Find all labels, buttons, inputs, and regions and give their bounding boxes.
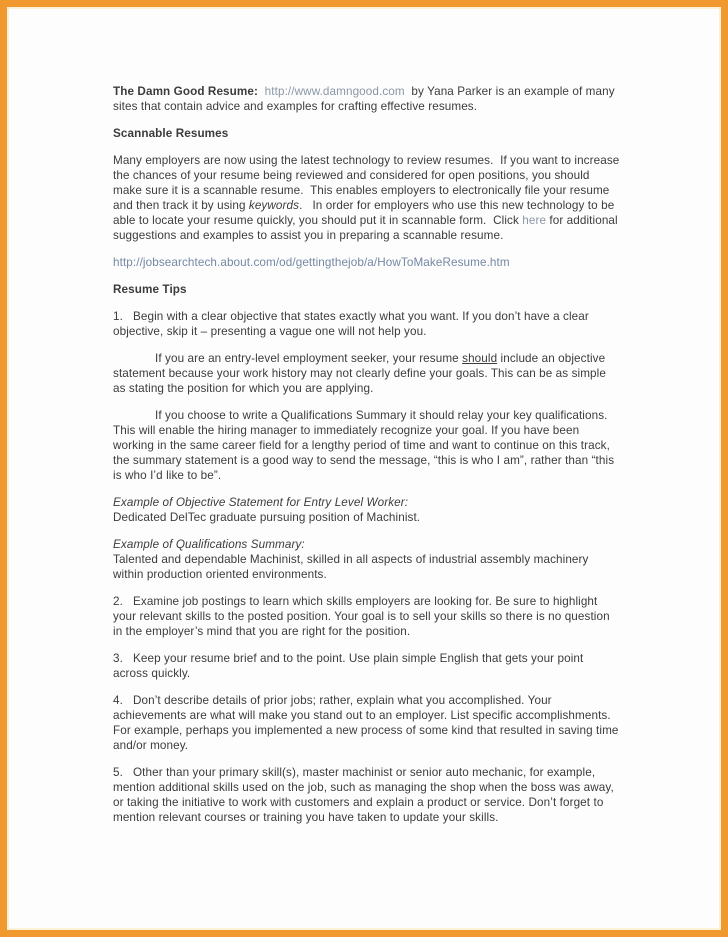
keywords-italic: keywords bbox=[248, 199, 300, 212]
tip1-sub1-text-a: If you are an entry-level employment seeker, your resume bbox=[155, 352, 463, 365]
intro-title-bold: The Damn Good Resume: bbox=[113, 85, 265, 98]
should-underlined: should bbox=[462, 352, 498, 365]
here-link[interactable]: here bbox=[522, 214, 547, 227]
example-objective-title: Example of Objective Statement for Entry Level Worker: bbox=[113, 496, 409, 509]
intro-rest-text: by Yana Parker is an example of many sites that contain advice and examples for crafting effective resumes. bbox=[113, 85, 619, 113]
damngood-link[interactable]: http://www.damngood.com bbox=[264, 85, 405, 98]
tip-1-sub-paragraph-1 bbox=[113, 351, 621, 396]
jobsearchtech-url-link[interactable]: http://jobsearchtech.about.com/od/gettingthejob/a/HowToMakeResume.htm bbox=[113, 256, 510, 269]
tip-4-paragraph: 4. Don’t describe details of prior jobs; rather, explain what you accomplished. Your achievements are what will make you stand out to an employer. List specific accomplishments. For example, perhaps you implemented a new process of some kind that resulted in saving time and/or money. bbox=[113, 694, 622, 752]
tip-1-paragraph: 1. Begin with a clear objective that states exactly what you want. If you don’t have a clear objective, skip it – presenting a vague one will not help you. bbox=[113, 310, 593, 338]
example-objective-body: Dedicated DelTec graduate pursuing position of Machinist. bbox=[113, 511, 421, 524]
scannable-text-c: for additional suggestions and examples to assist you in preparing a scannable resume. bbox=[113, 214, 622, 242]
scannable-text-b: . In order for employers who use this new technology to be able to locate your resume quickly, you should put it in scannable form. Click bbox=[113, 199, 618, 227]
resume-tips-heading: Resume Tips bbox=[113, 283, 187, 296]
jobsearchtech-url bbox=[113, 255, 621, 270]
example-objective-block bbox=[113, 495, 621, 525]
intro-paragraph bbox=[113, 84, 621, 114]
example-qualifications-title: Example of Qualifications Summary: bbox=[113, 538, 305, 551]
scannable-text-a: Many employers are now using the latest technology to review resumes. If you want to increase the chances of your resume being reviewed and considered for open positions, you should make sure it is a scannable resume. This enables employers to electronically file your resume and then track it by using bbox=[113, 154, 623, 212]
scannable-resumes-heading: Scannable Resumes bbox=[113, 127, 229, 140]
scannable-paragraph bbox=[113, 153, 621, 243]
tip-2-paragraph: 2. Examine job postings to learn which skills employers are looking for. Be sure to highlight your relevant skills to the posted position. Your goal is to sell your skills so there is no question in the employer’s mind that you are right for the position. bbox=[113, 595, 614, 638]
tip-5-paragraph: 5. Other than your primary skill(s), master machinist or senior auto mechanic, for example, mention additional skills used on the job, such as managing the shop when the boss was away, or taking the initiative to work with customers and explain a product or service. Don’t forget to mention relevant courses or training you have taken to update your skills. bbox=[113, 766, 618, 824]
example-qualifications-block bbox=[113, 537, 621, 582]
tip1-sub1-text-b: include an objective statement because your work history may not clearly define your goals. This can be as simple as stating the position for which you are applying. bbox=[113, 352, 610, 395]
tip-3-paragraph: 3. Keep your resume brief and to the point. Use plain simple English that gets your point across quickly. bbox=[113, 652, 587, 680]
tip-1-sub-paragraph-2: If you choose to write a Qualifications Summary it should relay your key qualifications. This will enable the hiring manager to immediately recognize your goal. If you have been working in the same career field for a lengthy period of time and want to continue on this track, the summary statement is a good way to send the message, “this is who I am”, rather than “this is who I’d like to be”. bbox=[113, 409, 618, 482]
example-qualifications-body: Talented and dependable Machinist, skilled in all aspects of industrial assembly machinery within production oriented environments. bbox=[113, 553, 592, 581]
